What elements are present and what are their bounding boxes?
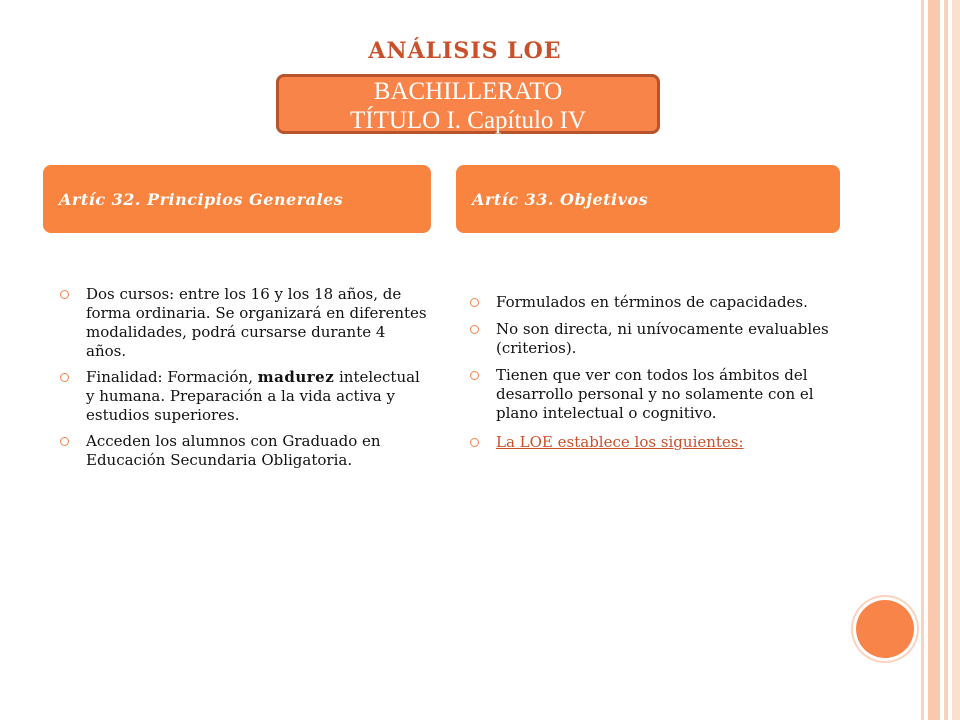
- list-item: [60, 285, 430, 361]
- list-item: [470, 293, 840, 312]
- list-item: [470, 366, 840, 423]
- emphasized-word: madurez: [257, 368, 335, 386]
- bullet-icon: [60, 437, 69, 446]
- decorative-circle: [856, 600, 914, 658]
- right-bullet-list: [470, 293, 840, 460]
- bullet-icon: [470, 371, 479, 380]
- stripe: [952, 0, 960, 720]
- slide-title: ANÁLISIS LOE: [368, 38, 562, 64]
- list-item-text-post: intelectual y humana. Preparación a la vida activa y estudios superiores.: [86, 368, 420, 424]
- list-item-text: Formulados en términos de capacidades.: [496, 293, 808, 311]
- bullet-icon: [470, 325, 479, 334]
- banner-line-2: TÍTULO I. Capítulo IV: [349, 107, 587, 134]
- list-item-text: No son directa, ni unívocamente evaluables (criterios).: [496, 320, 829, 357]
- list-item-text: Acceden los alumnos con Graduado en Educación Secundaria Obligatoria.: [86, 432, 381, 469]
- bullet-icon: [470, 438, 479, 447]
- decorative-stripes: [915, 0, 960, 720]
- loe-objectives-link[interactable]: La LOE establece los siguientes:: [496, 433, 744, 451]
- stripe: [944, 0, 948, 720]
- bullet-icon: [470, 298, 479, 307]
- left-header-label: Artíc 32. Principios Generales: [59, 189, 344, 209]
- section-banner: [276, 74, 660, 134]
- list-item-text: Dos cursos: entre los 16 y los 18 años, de forma ordinaria. Se organizará en diferentes modalidades, podrá cursarse durante 4 años.: [86, 285, 427, 360]
- bullet-icon: [60, 373, 69, 382]
- bullet-icon: [60, 290, 69, 299]
- list-item: [470, 433, 840, 452]
- list-item-text-pre: Finalidad: Formación,: [86, 368, 258, 386]
- right-header-label: Artíc 33. Objetivos: [472, 189, 649, 209]
- right-column-header: [456, 165, 840, 233]
- banner-line-1: BACHILLERATO: [373, 78, 563, 105]
- list-item-text: Tienen que ver con todos los ámbitos del desarrollo personal y no solamente con el plano intelectual o cognitivo.: [496, 366, 814, 422]
- left-bullet-list: [60, 285, 430, 477]
- stripe: [921, 0, 924, 720]
- stripe: [928, 0, 940, 720]
- list-item: [60, 432, 430, 470]
- list-item: [470, 320, 840, 358]
- list-item: [60, 368, 430, 425]
- left-column-header: [43, 165, 431, 233]
